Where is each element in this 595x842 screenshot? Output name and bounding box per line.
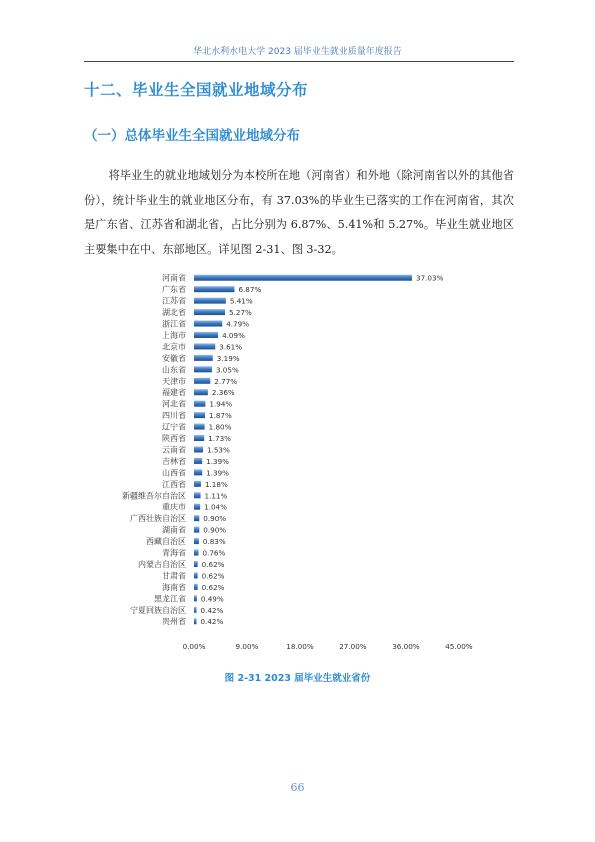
bar	[194, 446, 203, 452]
bar	[194, 275, 412, 281]
bar	[194, 492, 201, 498]
value-label: 0.62%	[201, 571, 225, 581]
category-label: 上海市	[162, 330, 186, 340]
category-label: 河北省	[162, 399, 186, 409]
x-tick-label: 18.00%	[286, 641, 314, 651]
bar	[194, 332, 218, 338]
value-label: 0.42%	[200, 605, 224, 615]
bar	[194, 550, 198, 556]
value-label: 1.39%	[206, 468, 230, 478]
running-header: 华北水利水电大学 2023 届毕业生就业质量年度报告	[193, 47, 402, 57]
bar	[194, 366, 212, 372]
category-label: 湖南省	[162, 525, 186, 535]
category-label: 山西省	[162, 468, 186, 478]
value-label: 0.76%	[202, 548, 226, 558]
value-label: 0.62%	[201, 559, 225, 569]
category-label: 广西壮族自治区	[130, 514, 186, 524]
value-label: 1.73%	[208, 434, 232, 444]
value-label: 0.49%	[200, 594, 224, 604]
value-label: 0.83%	[202, 537, 226, 547]
subsection-title: （一）总体毕业生全国就业地域分布	[84, 128, 300, 144]
category-label: 西藏自治区	[146, 537, 186, 547]
bar	[194, 435, 204, 441]
bar	[194, 424, 205, 430]
value-label: 1.80%	[208, 422, 232, 432]
category-label: 重庆市	[162, 502, 186, 512]
bar	[194, 343, 215, 349]
category-label: 河南省	[162, 273, 186, 283]
category-label: 黑龙江省	[154, 594, 186, 604]
bar	[194, 481, 201, 487]
category-label: 湖北省	[162, 308, 186, 318]
value-label: 37.03%	[416, 273, 444, 283]
value-label: 4.79%	[226, 319, 250, 329]
category-label: 海南省	[162, 582, 186, 592]
value-label: 3.61%	[219, 342, 243, 352]
value-label: 5.27%	[229, 308, 252, 318]
category-label: 安徽省	[162, 353, 186, 363]
category-label: 广东省	[162, 285, 186, 295]
bar	[194, 561, 198, 567]
bar	[194, 378, 210, 384]
x-tick-label: 45.00%	[445, 641, 473, 651]
value-label: 1.87%	[209, 411, 232, 421]
x-tick-label: 0.00%	[182, 641, 206, 651]
value-label: 0.90%	[203, 525, 227, 535]
x-tick-label: 9.00%	[235, 641, 259, 651]
figure-caption: 图 2-31 2023 届毕业生就业省份	[224, 673, 371, 684]
category-label: 新疆维吾尔自治区	[122, 491, 186, 501]
value-label: 1.18%	[204, 479, 228, 489]
value-label: 2.36%	[211, 388, 235, 398]
bar	[194, 515, 199, 521]
value-label: 4.09%	[222, 330, 245, 340]
category-label: 吉林省	[162, 456, 186, 466]
category-label: 江西省	[162, 479, 186, 489]
category-label: 山东省	[162, 365, 186, 375]
bar	[194, 389, 208, 395]
category-label: 天津市	[162, 376, 186, 386]
value-label: 6.87%	[238, 285, 262, 295]
value-label: 1.39%	[206, 456, 230, 466]
value-label: 1.11%	[204, 491, 228, 501]
bar	[194, 355, 213, 361]
bar	[194, 298, 226, 304]
category-label: 辽宁省	[162, 422, 186, 432]
bar	[194, 527, 199, 533]
bar	[194, 572, 198, 578]
bar	[194, 458, 202, 464]
x-tick-label: 27.00%	[339, 641, 367, 651]
bar	[194, 321, 222, 327]
category-label: 浙江省	[162, 319, 186, 329]
value-label: 1.94%	[209, 399, 233, 409]
value-label: 1.53%	[207, 445, 230, 455]
value-label: 2.77%	[214, 376, 238, 386]
chart-plot-area	[122, 273, 473, 651]
category-label: 四川省	[162, 411, 186, 421]
value-label: 3.19%	[216, 353, 240, 363]
bar	[194, 618, 196, 624]
category-label: 内蒙古自治区	[138, 559, 186, 569]
category-label: 福建省	[162, 388, 186, 398]
category-label: 云南省	[162, 445, 186, 455]
value-label: 3.05%	[215, 365, 239, 375]
section-title: 十二、毕业生全国就业地域分布	[84, 81, 309, 99]
value-label: 0.90%	[203, 514, 227, 524]
category-label: 青海省	[162, 548, 186, 558]
bar	[194, 286, 234, 292]
page-number: 66	[290, 781, 305, 794]
header-rule	[84, 61, 514, 62]
employment-province-chart	[0, 262, 595, 652]
bar	[194, 401, 205, 407]
category-label: 陕西省	[162, 434, 186, 444]
bar	[194, 538, 199, 544]
value-label: 0.62%	[201, 582, 225, 592]
category-label: 江苏省	[162, 296, 186, 306]
value-label: 5.41%	[229, 296, 253, 306]
bar	[194, 469, 202, 475]
bar	[194, 584, 198, 590]
bar	[194, 412, 205, 418]
category-label: 北京市	[162, 342, 186, 352]
bar	[194, 595, 197, 601]
category-label: 宁夏回族自治区	[130, 605, 186, 615]
category-label: 甘肃省	[162, 571, 186, 581]
bar	[194, 309, 225, 315]
category-label: 贵州省	[162, 617, 186, 627]
bar	[194, 607, 196, 613]
value-label: 1.04%	[204, 502, 227, 512]
value-label: 0.42%	[200, 617, 224, 627]
bar	[194, 504, 200, 510]
body-paragraph: 将毕业生的就业地域划分为本校所在地（河南省）和外地（除河南省以外的其他省份），统计毕业生的就业地区分布，有 37.03%的毕业生已落实的工作在河南省，其次是广东省、江苏省和湖北省，占比分别为 6.87%、5.41%和 5.27%。毕业生就业地区主要集中在中、东部地区。详见图 2-31、图 3-32。	[84, 169, 514, 256]
x-tick-label: 36.00%	[392, 641, 420, 651]
